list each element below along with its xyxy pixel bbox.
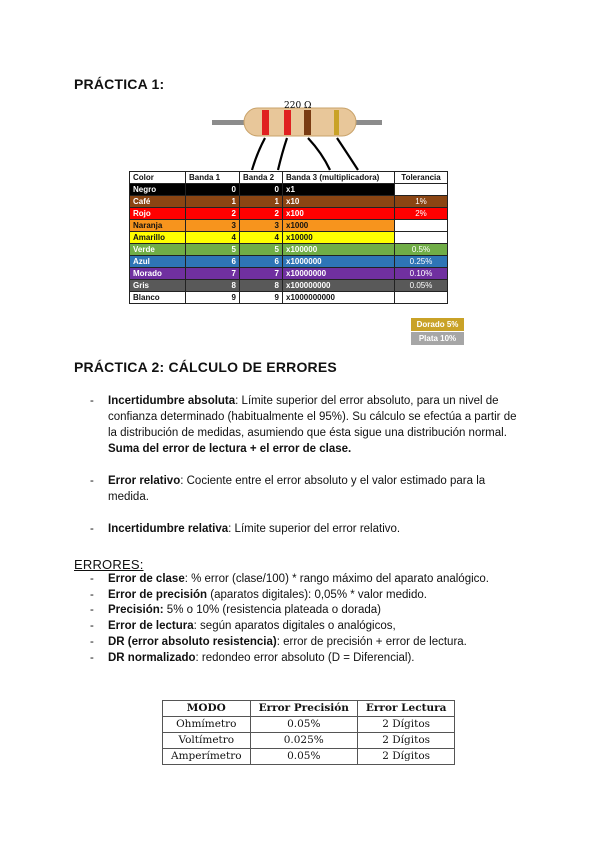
table-cell: 2 Dígitos: [357, 733, 455, 749]
table-cell: Voltímetro: [163, 733, 251, 749]
cell-tol: 1%: [395, 196, 448, 208]
cell-b1: 2: [186, 208, 240, 220]
header-tolerancia: Tolerancia: [395, 172, 448, 184]
color-row-naranja: [130, 220, 448, 232]
cell-name: Azul: [130, 256, 186, 268]
cell-b1: 7: [186, 268, 240, 280]
cell-name: Amarillo: [130, 232, 186, 244]
definition-item: - Error relativo: Cociente entre el error absoluto y el valor estimado para la medida.: [90, 475, 486, 503]
cell-b1: 3: [186, 220, 240, 232]
cell-name: Rojo: [130, 208, 186, 220]
resistor-band-3: [304, 110, 311, 135]
resistor-band-2: [284, 110, 291, 135]
errores-term: DR normalizado: [108, 651, 196, 664]
cell-mult: x1000000: [283, 256, 395, 268]
cell-tol: [395, 184, 448, 196]
color-row-rojo: [130, 208, 448, 220]
cell-b2: 7: [240, 268, 283, 280]
table-header-row: [163, 701, 455, 717]
table-cell: Ohmímetro: [163, 717, 251, 733]
cell-tol: 0.10%: [395, 268, 448, 280]
definition-text: : Límite superior del error absoluto, para un nivel de confianza determinado (habitualmente el 95%). Su cálculo se efectúa a partir de la distribución de medidas, asumiendo que ésta sigue una distribución normal.: [108, 395, 517, 439]
color-row-morado: [130, 268, 448, 280]
table-cell: 0.025%: [250, 733, 357, 749]
errores-text: : % error (clase/100) * rango máximo del aparato analógico.: [184, 573, 489, 585]
table-cell: Amperímetro: [163, 749, 251, 765]
cell-b2: 5: [240, 244, 283, 256]
header-error-precision: Error Precisión: [250, 701, 357, 717]
errores-term: Error de clase: [108, 573, 185, 585]
errores-text: 5% o 10% (resistencia plateada o dorada): [163, 604, 381, 617]
errores-list-item: - Precisión: 5% o 10% (resistencia plateada o dorada): [90, 604, 381, 617]
cell-name: Verde: [130, 244, 186, 256]
definition-bold-tail: Suma del error de lectura + el error de clase.: [108, 443, 352, 455]
errores-list-item: - DR (error absoluto resistencia): error de precisión + error de lectura.: [90, 635, 467, 648]
cell-mult: x1: [283, 184, 395, 196]
definition-item: - Incertidumbre relativa: Límite superior del error relativo.: [90, 523, 401, 535]
errores-term: DR (error absoluto resistencia): [108, 635, 277, 648]
cell-mult: x10: [283, 196, 395, 208]
cell-mult: x1000000000: [283, 292, 395, 304]
cell-tol: 0.5%: [395, 244, 448, 256]
modes-table: [162, 700, 455, 765]
table-row: [163, 749, 455, 765]
cell-mult: x10000: [283, 232, 395, 244]
cell-b1: 0: [186, 184, 240, 196]
color-row-amarillo: [130, 232, 448, 244]
cell-name: Morado: [130, 268, 186, 280]
table-cell: 0.05%: [250, 749, 357, 765]
definition-item: - Incertidumbre absoluta: Límite superior del error absoluto, para un nivel de confianza determinado (habitualmente el 95%). Su cálculo se efectúa a partir de la distribución de medidas, asumiendo que ésta sigue una distribución normal. Suma del error de lectura + el error de clase.: [90, 395, 517, 455]
definition-term: Incertidumbre relativa: [108, 523, 229, 535]
cell-tol: [395, 220, 448, 232]
cell-b2: 9: [240, 292, 283, 304]
cell-tol: [395, 292, 448, 304]
cell-mult: x10000000: [283, 268, 395, 280]
cell-name: Café: [130, 196, 186, 208]
cell-tol: 2%: [395, 208, 448, 220]
definition-text: : Límite superior del error relativo.: [228, 523, 401, 535]
practica1-title: PRÁCTICA 1:: [74, 76, 165, 92]
resistor-value-label: 220 Ω: [284, 101, 312, 111]
errores-list-item: - Error de lectura: según aparatos digitales o analógicos,: [90, 620, 396, 633]
header-error-lectura: Error Lectura: [357, 701, 455, 717]
cell-name: Gris: [130, 280, 186, 292]
resistor-band-tolerance: [334, 110, 339, 135]
table-cell: 2 Dígitos: [357, 717, 455, 733]
practica2-title: PRÁCTICA 2: CÁLCULO DE ERRORES: [74, 359, 337, 375]
cell-name: Blanco: [130, 292, 186, 304]
errores-text: : según aparatos digitales o analógicos,: [193, 620, 396, 633]
resistor-illustration: [212, 98, 382, 178]
errores-term: Error de lectura: [108, 620, 194, 633]
band-arrows: [252, 138, 358, 170]
cell-b1: 4: [186, 232, 240, 244]
resistor-body: [244, 108, 356, 136]
color-row-verde: [130, 244, 448, 256]
header-modo: MODO: [163, 701, 251, 717]
cell-b1: 1: [186, 196, 240, 208]
table-row: [163, 717, 455, 733]
table-cell: 0.05%: [250, 717, 357, 733]
cell-b1: 9: [186, 292, 240, 304]
errores-list-item: - DR normalizado: redondeo error absoluto (D = Diferencial).: [90, 651, 415, 664]
cell-b2: 6: [240, 256, 283, 268]
errores-list-item: - Error de clase: % error (clase/100) * rango máximo del aparato analógico.: [90, 573, 489, 585]
header-banda3: Banda 3 (multiplicadora): [283, 172, 395, 184]
definition-term: Error relativo: [108, 475, 181, 487]
cell-b1: 5: [186, 244, 240, 256]
cell-b2: 0: [240, 184, 283, 196]
table-row: [163, 733, 455, 749]
cell-tol: [395, 232, 448, 244]
errores-text: : error de precisión + error de lectura.: [276, 635, 467, 648]
cell-b1: 8: [186, 280, 240, 292]
cell-tol: 0.25%: [395, 256, 448, 268]
cell-b2: 2: [240, 208, 283, 220]
cell-b1: 6: [186, 256, 240, 268]
cell-mult: x100: [283, 208, 395, 220]
errores-term: Precisión:: [108, 604, 164, 617]
resistor-band-1: [262, 110, 269, 135]
cell-name: Naranja: [130, 220, 186, 232]
color-row-negro: [130, 184, 448, 196]
cell-b2: 8: [240, 280, 283, 292]
cell-b2: 4: [240, 232, 283, 244]
cell-mult: x100000000: [283, 280, 395, 292]
cell-mult: x1000: [283, 220, 395, 232]
definition-term: Incertidumbre absoluta: [108, 395, 236, 407]
errores-text: : redondeo error absoluto (D = Diferencial).: [195, 651, 415, 664]
errores-list-item: - Error de precisión (aparatos digitales): 0,05% * valor medido.: [90, 588, 427, 601]
color-row-café: [130, 196, 448, 208]
header-banda2: Banda 2: [240, 172, 283, 184]
errores-term: Error de precisión: [108, 588, 208, 601]
cell-b2: 1: [240, 196, 283, 208]
errores-title: ERRORES:: [74, 557, 144, 572]
color-row-gris: [130, 280, 448, 292]
header-banda1: Banda 1: [186, 172, 240, 184]
table-cell: 2 Dígitos: [357, 749, 455, 765]
cell-name: Negro: [130, 184, 186, 196]
cell-tol: 0.05%: [395, 280, 448, 292]
color-row-azul: [130, 256, 448, 268]
color-row-blanco: [130, 292, 448, 304]
errores-text: (aparatos digitales): 0,05% * valor medido.: [207, 588, 427, 601]
table-header-row: [130, 172, 448, 184]
gold-tolerance-label: Dorado 5%: [411, 318, 464, 331]
cell-b2: 3: [240, 220, 283, 232]
definition-text: : Cociente entre el error absoluto y el valor estimado para la medida.: [108, 475, 486, 503]
resistor-color-table: [129, 171, 448, 304]
errores-list: [90, 572, 520, 666]
header-color: Color: [130, 172, 186, 184]
cell-mult: x100000: [283, 244, 395, 256]
silver-tolerance-label: Plata 10%: [411, 332, 464, 345]
